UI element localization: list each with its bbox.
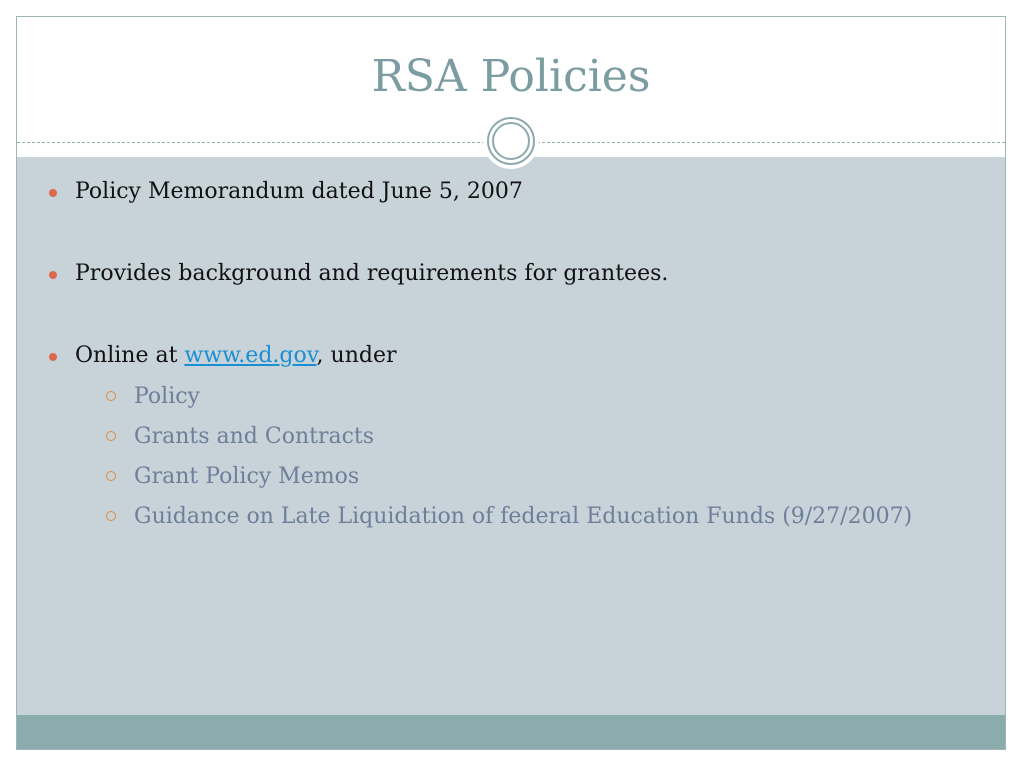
bullet-item [47, 177, 977, 207]
slide-content [47, 177, 977, 541]
bullet-item [47, 259, 977, 289]
hollow-circle-bullet-icon [106, 511, 116, 521]
hollow-circle-bullet-icon [106, 391, 116, 401]
bullet-text: Policy Memorandum dated June 5, 2007 [75, 179, 523, 204]
sub-item-grant-policy-memos [103, 461, 977, 492]
sub-item-policy [103, 381, 977, 412]
bullet-text-suffix: , under [316, 343, 397, 368]
hollow-circle-bullet-icon [106, 471, 116, 481]
footer-bar [17, 715, 1005, 749]
double-ring-divider-icon [483, 113, 539, 169]
ed-gov-link[interactable]: www.ed.gov [184, 343, 317, 368]
bullet-item [47, 341, 977, 532]
bullet-text-prefix: Online at [75, 343, 185, 368]
sub-list [75, 381, 977, 532]
sub-item-text: Grants and Contracts [134, 424, 375, 449]
sub-item-text: Policy [134, 384, 200, 409]
sub-item-guidance-late-liquidation [103, 501, 977, 532]
sub-item-text: Grant Policy Memos [134, 464, 360, 489]
slide-title: RSA Policies [371, 51, 651, 102]
filled-circle-bullet-icon [49, 189, 57, 197]
bullet-text: Provides background and requirements for grantees. [75, 261, 669, 286]
sub-item-grants-and-contracts [103, 421, 977, 452]
filled-circle-bullet-icon [49, 271, 57, 279]
slide [16, 16, 1006, 750]
sub-item-text: Guidance on Late Liquidation of federal Education Funds (9/27/2007) [134, 504, 913, 529]
hollow-circle-bullet-icon [106, 431, 116, 441]
filled-circle-bullet-icon [49, 353, 57, 361]
